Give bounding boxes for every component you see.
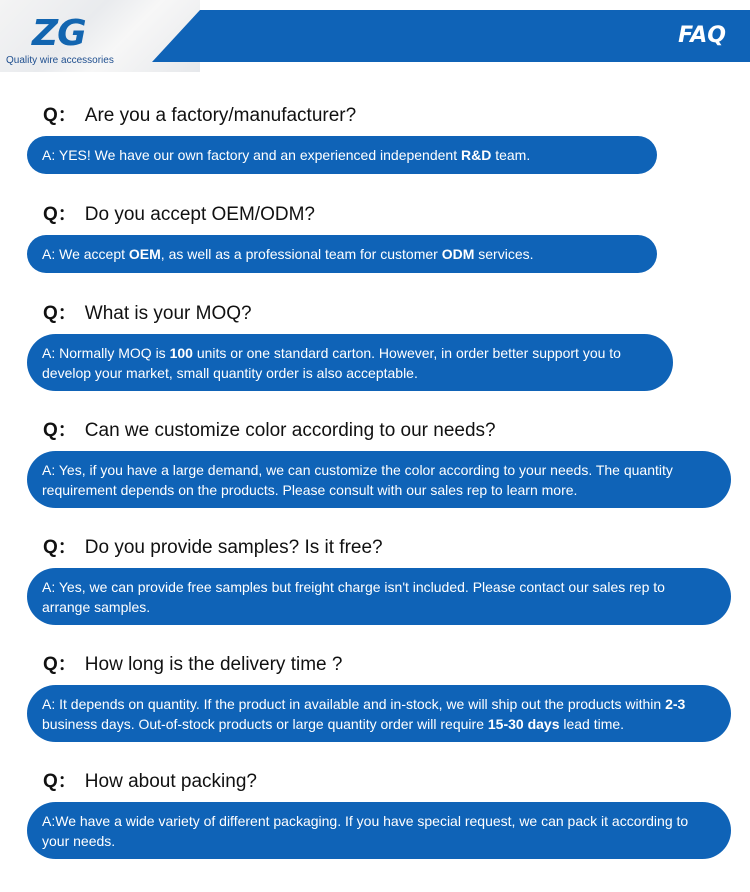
question-prefix: Q：: [43, 420, 77, 441]
answer-text: A:We have a wide variety of different packaging. If you have special request, we can pack it according to your needs.: [42, 812, 689, 849]
answer-highlight: OEM: [128, 246, 161, 262]
brand-tagline: Quality wire accessories: [6, 55, 114, 66]
question-text: Do you accept OEM/ODM?: [84, 204, 315, 225]
answer-highlight: R&D: [460, 147, 492, 163]
zg-logo: ZG: [32, 13, 86, 54]
faq-answer: [27, 136, 657, 174]
faq-answer: [27, 802, 731, 859]
question-text: Are you a factory/manufacturer?: [84, 105, 357, 126]
page-title: FAQ: [678, 23, 726, 48]
faq-question: [43, 536, 383, 560]
question-prefix: Q：: [43, 537, 77, 558]
answer-highlight: 15-30 days: [487, 715, 560, 732]
question-prefix: Q：: [43, 204, 77, 225]
faq-answer: [27, 685, 731, 742]
answer-highlight: 100: [169, 344, 193, 361]
question-prefix: Q：: [43, 654, 77, 675]
faq-answer: [27, 451, 731, 508]
faq-question: [43, 104, 356, 128]
page-header: [0, 0, 750, 72]
faq-answer: [27, 235, 657, 273]
faq-answer: [27, 334, 673, 391]
faq-question: [43, 653, 342, 677]
faq-question: [43, 419, 496, 443]
question-text: Can we customize color according to our needs?: [84, 420, 496, 441]
question-text: How about packing?: [84, 771, 257, 792]
faq-answer: [27, 568, 731, 625]
question-prefix: Q：: [43, 771, 77, 792]
question-prefix: Q：: [43, 303, 77, 324]
header-banner: [152, 10, 750, 62]
answer-text: A: YES! We have our own factory and an experienced independent R&D team.: [42, 147, 531, 163]
faq-question: [43, 203, 315, 227]
question-text: How long is the delivery time ?: [84, 654, 343, 675]
faq-question: [43, 770, 257, 794]
answer-highlight: ODM: [441, 246, 475, 262]
answer-text: A: Yes, if you have a large demand, we can customize the color according to your needs. The quantity requirement depends on the products. Please consult with our sales rep to learn more.: [42, 461, 673, 498]
answer-text: A: It depends on quantity. If the product in available and in-stock, we will ship out the products within 2-3 business days. Out-of-stock products or large quantity order will require 15-30 days lead time.: [42, 695, 686, 732]
answer-highlight: 2-3: [665, 695, 686, 712]
faq-question: [43, 302, 252, 326]
question-text: What is your MOQ?: [84, 303, 252, 324]
answer-text: A: Yes, we can provide free samples but freight charge isn't included. Please contact our sales rep to arrange samples.: [42, 578, 665, 615]
answer-text: A: Normally MOQ is 100 units or one standard carton. However, in order better support you to develop your market, small quantity order is also acceptable.: [42, 344, 621, 381]
answer-text: A: We accept OEM, as well as a professional team for customer ODM services.: [42, 246, 534, 262]
question-text: Do you provide samples? Is it free?: [84, 537, 383, 558]
question-prefix: Q：: [43, 105, 77, 126]
